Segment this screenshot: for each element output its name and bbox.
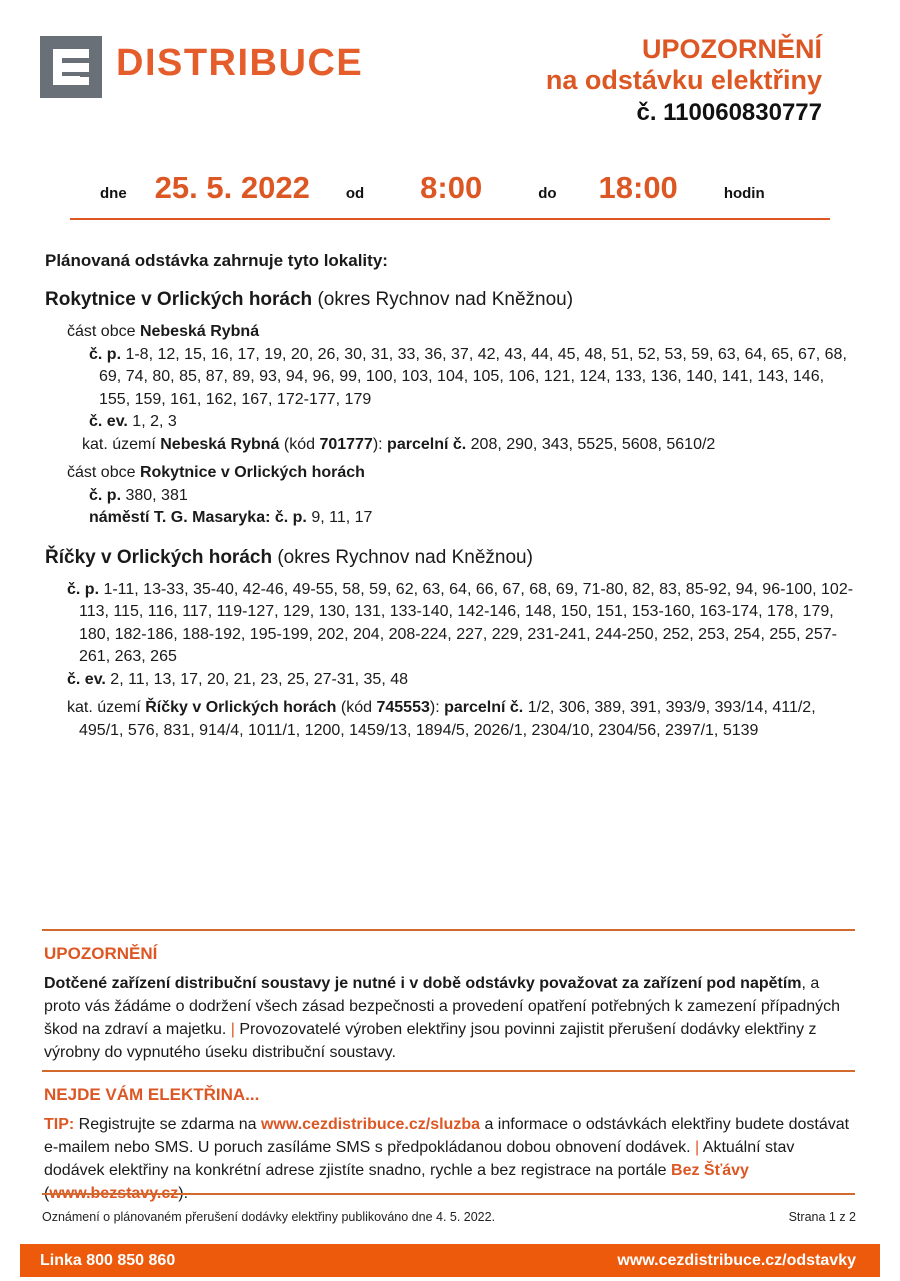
text-run: Rokytnice v Orlických horách <box>139 464 365 481</box>
text-run: (kód <box>283 435 320 453</box>
text-run: 1-11, 13-33, 35-40, 42-46, 49-55, 58, 59, 62, 63, 64, 66, 67, 68, 69, 71-80, 82, 83, 85-92, 94, 96-100, 102-113, 115, 116, 117, 119-127, 129, 130, 131, 133-140, 142-146, 148, 150, 151, 153-160, 163-174, 178, 179, 180, 182-186, 188-192, 195-199, 202, 204, 208-224, 227, 229, 231-241, 244-250, 252, 253, 254, 255, 257-261, 263, 265 <box>79 580 854 665</box>
text-run: č. p. <box>67 580 104 598</box>
locality-heading <box>45 546 855 569</box>
footer-bar <box>20 1244 880 1277</box>
text-run: 1, 2, 3 <box>132 413 177 430</box>
cez-logo-midbar <box>53 63 89 72</box>
text-run: 1-8, 12, 15, 16, 17, 19, 20, 26, 30, 31, 33, 36, 37, 42, 43, 44, 45, 48, 51, 52, 53, 59, 63, 64, 65, 67, 68, 69, 74, 80, 85, 87, 89, 93, 94, 96, 99, 100, 103, 104, 105, 106, 121, 124, 133, 136, 140, 141, 143, 146, 155, 159, 161, 162, 167, 172-177, 179 <box>99 345 847 408</box>
text-run: kat. území <box>67 699 146 716</box>
locality-line <box>45 434 855 457</box>
tip-section-heading: NEJDE VÁM ELEKTŘINA... <box>44 1085 260 1104</box>
publication-note: Oznámení o plánovaném přerušení dodávky elektřiny publikováno dne 4. 5. 2022. <box>42 1210 496 1224</box>
hotline-phone: Linka 800 850 860 <box>40 1251 176 1269</box>
text-run: , a proto vás žádáme o dodržení všech zásad bezpečnosti a provedení opatření potřebných k zamezení případných škod na zdraví a majetku. <box>44 975 841 1038</box>
text-run: Aktuální stav dodávek elektřiny na konkrétní adrese zjistíte snadno, rychle a bez registrace na portále <box>44 1139 795 1179</box>
text-run: č. ev. <box>89 413 133 430</box>
brand-wordmark: DISTRIBUCE <box>116 42 364 84</box>
tip-section <box>42 1070 855 1205</box>
separator-line <box>42 1070 855 1072</box>
schedule-time-from: 8:00 <box>420 170 483 205</box>
schedule-do-label: do <box>538 185 557 202</box>
text-run: kat. území <box>82 435 161 453</box>
notice-paragraph <box>44 972 855 1064</box>
text-run: 1/2, 306, 389, 391, 393/9, 393/14, 411/2, 495/1, 576, 831, 914/4, 1011/1, 1200, 1459/13, 1894/5, 2026/1, 2304/10, 2304/56, 2397/1, 5139 <box>79 699 816 739</box>
text-run: Provozovatelé výroben elektřiny jsou povinni zajistit přerušení dodávky elektřiny z výrobny do vypnutého úseku distribuční soustavy. <box>44 1021 817 1061</box>
page-indicator: Strana 1 z 2 <box>788 1210 856 1224</box>
text-run: 9, 11, 17 <box>311 509 373 526</box>
locality-line <box>45 321 855 344</box>
cez-logo-gap <box>80 72 89 77</box>
text-run: (kód <box>340 699 377 716</box>
text-run: Registrujte se zdarma na <box>74 1116 261 1133</box>
text-run: 745553 <box>376 699 430 716</box>
text-run: č. p. <box>89 486 126 504</box>
locality-line <box>45 344 855 412</box>
notice-title-line2: na odstávku elektřiny <box>545 65 822 95</box>
notice-section <box>42 929 855 1064</box>
cez-logo-icon <box>40 36 102 98</box>
intro-heading: Plánovaná odstávka zahrnuje tyto lokality: <box>45 251 388 270</box>
notice-title-block <box>546 34 822 129</box>
notice-section-heading: UPOZORNĚNÍ <box>44 944 158 963</box>
text-run: ): <box>372 435 388 453</box>
text-run: TIP: <box>44 1116 75 1133</box>
link-bezstavy-label[interactable]: Bez Šťávy <box>671 1162 749 1179</box>
text-run: Dotčené zařízení distribuční soustavy je nutné i v době odstávky považovat za zařízení pod napětím <box>44 975 802 992</box>
text-run: a informace o odstávkách elektřiny budete dostávat e-mailem nebo SMS. U poruch zasíláme SMS s předpokládanou dobou obnovení dodávek. <box>44 1116 850 1156</box>
locality-heading <box>45 288 855 311</box>
text-run: | <box>695 1139 700 1156</box>
tip-paragraph <box>44 1113 855 1205</box>
schedule-hodin-label: hodin <box>723 185 765 202</box>
text-run: Rokytnice v Orlických horách <box>45 289 318 310</box>
text-run: ): <box>429 699 445 716</box>
locality-line <box>45 579 855 669</box>
separator-line <box>42 929 855 931</box>
text-run: Říčky v Orlických horách <box>145 699 341 716</box>
locality-line <box>45 507 855 530</box>
text-run: parcelní č. <box>387 435 471 453</box>
locality-line <box>45 669 855 692</box>
text-run: Nebeská Rybná <box>139 323 260 340</box>
link-bezstavy-url[interactable]: www.bezstavy.cz <box>49 1185 179 1202</box>
text-run: Říčky v Orlických horách <box>45 546 278 568</box>
footer-note-row <box>42 1210 856 1224</box>
text-run: (okres Rychnov nad Kněžnou) <box>277 546 533 568</box>
locality-line <box>45 697 855 742</box>
text-run: Nebeská Rybná <box>160 435 284 453</box>
notice-number: č. 110060830777 <box>636 99 822 126</box>
text-run: část obce <box>67 464 140 481</box>
text-run: náměstí T. G. Masaryka: č. p. <box>89 509 312 526</box>
text-run: 701777 <box>319 435 373 453</box>
schedule-time-to: 18:00 <box>598 170 678 205</box>
text-run: část obce <box>67 323 140 340</box>
text-run: parcelní č. <box>444 699 528 716</box>
text-run: 208, 290, 343, 5525, 5608, 5610/2 <box>470 435 716 453</box>
text-run: 2, 11, 13, 17, 20, 21, 23, 25, 27-31, 35, 48 <box>110 670 409 688</box>
schedule-date: 25. 5. 2022 <box>154 170 310 205</box>
link-cezdistribuce-sluzba[interactable]: www.cezdistribuce.cz/sluzba <box>260 1116 480 1133</box>
locality-lines <box>45 288 855 742</box>
schedule-od-label: od <box>345 185 365 202</box>
separator-line <box>42 1193 855 1195</box>
cez-logo-gap <box>80 58 89 63</box>
text-run: ). <box>178 1185 189 1202</box>
locality-content <box>45 250 855 742</box>
text-run: 380, 381 <box>125 486 188 504</box>
text-run: č. p. <box>89 345 126 363</box>
text-run: ( <box>44 1185 50 1202</box>
locality-line <box>45 411 855 434</box>
locality-line <box>45 485 855 508</box>
schedule-dne-label: dne <box>100 185 127 202</box>
text-run: č. ev. <box>67 670 111 688</box>
footer-url[interactable]: www.cezdistribuce.cz/odstavky <box>617 1251 856 1269</box>
notice-title-line1: UPOZORNĚNÍ <box>641 34 822 64</box>
locality-line <box>45 462 855 485</box>
text-run: | <box>230 1021 235 1038</box>
text-run: (okres Rychnov nad Kněžnou) <box>317 289 574 310</box>
schedule-row <box>70 170 830 220</box>
